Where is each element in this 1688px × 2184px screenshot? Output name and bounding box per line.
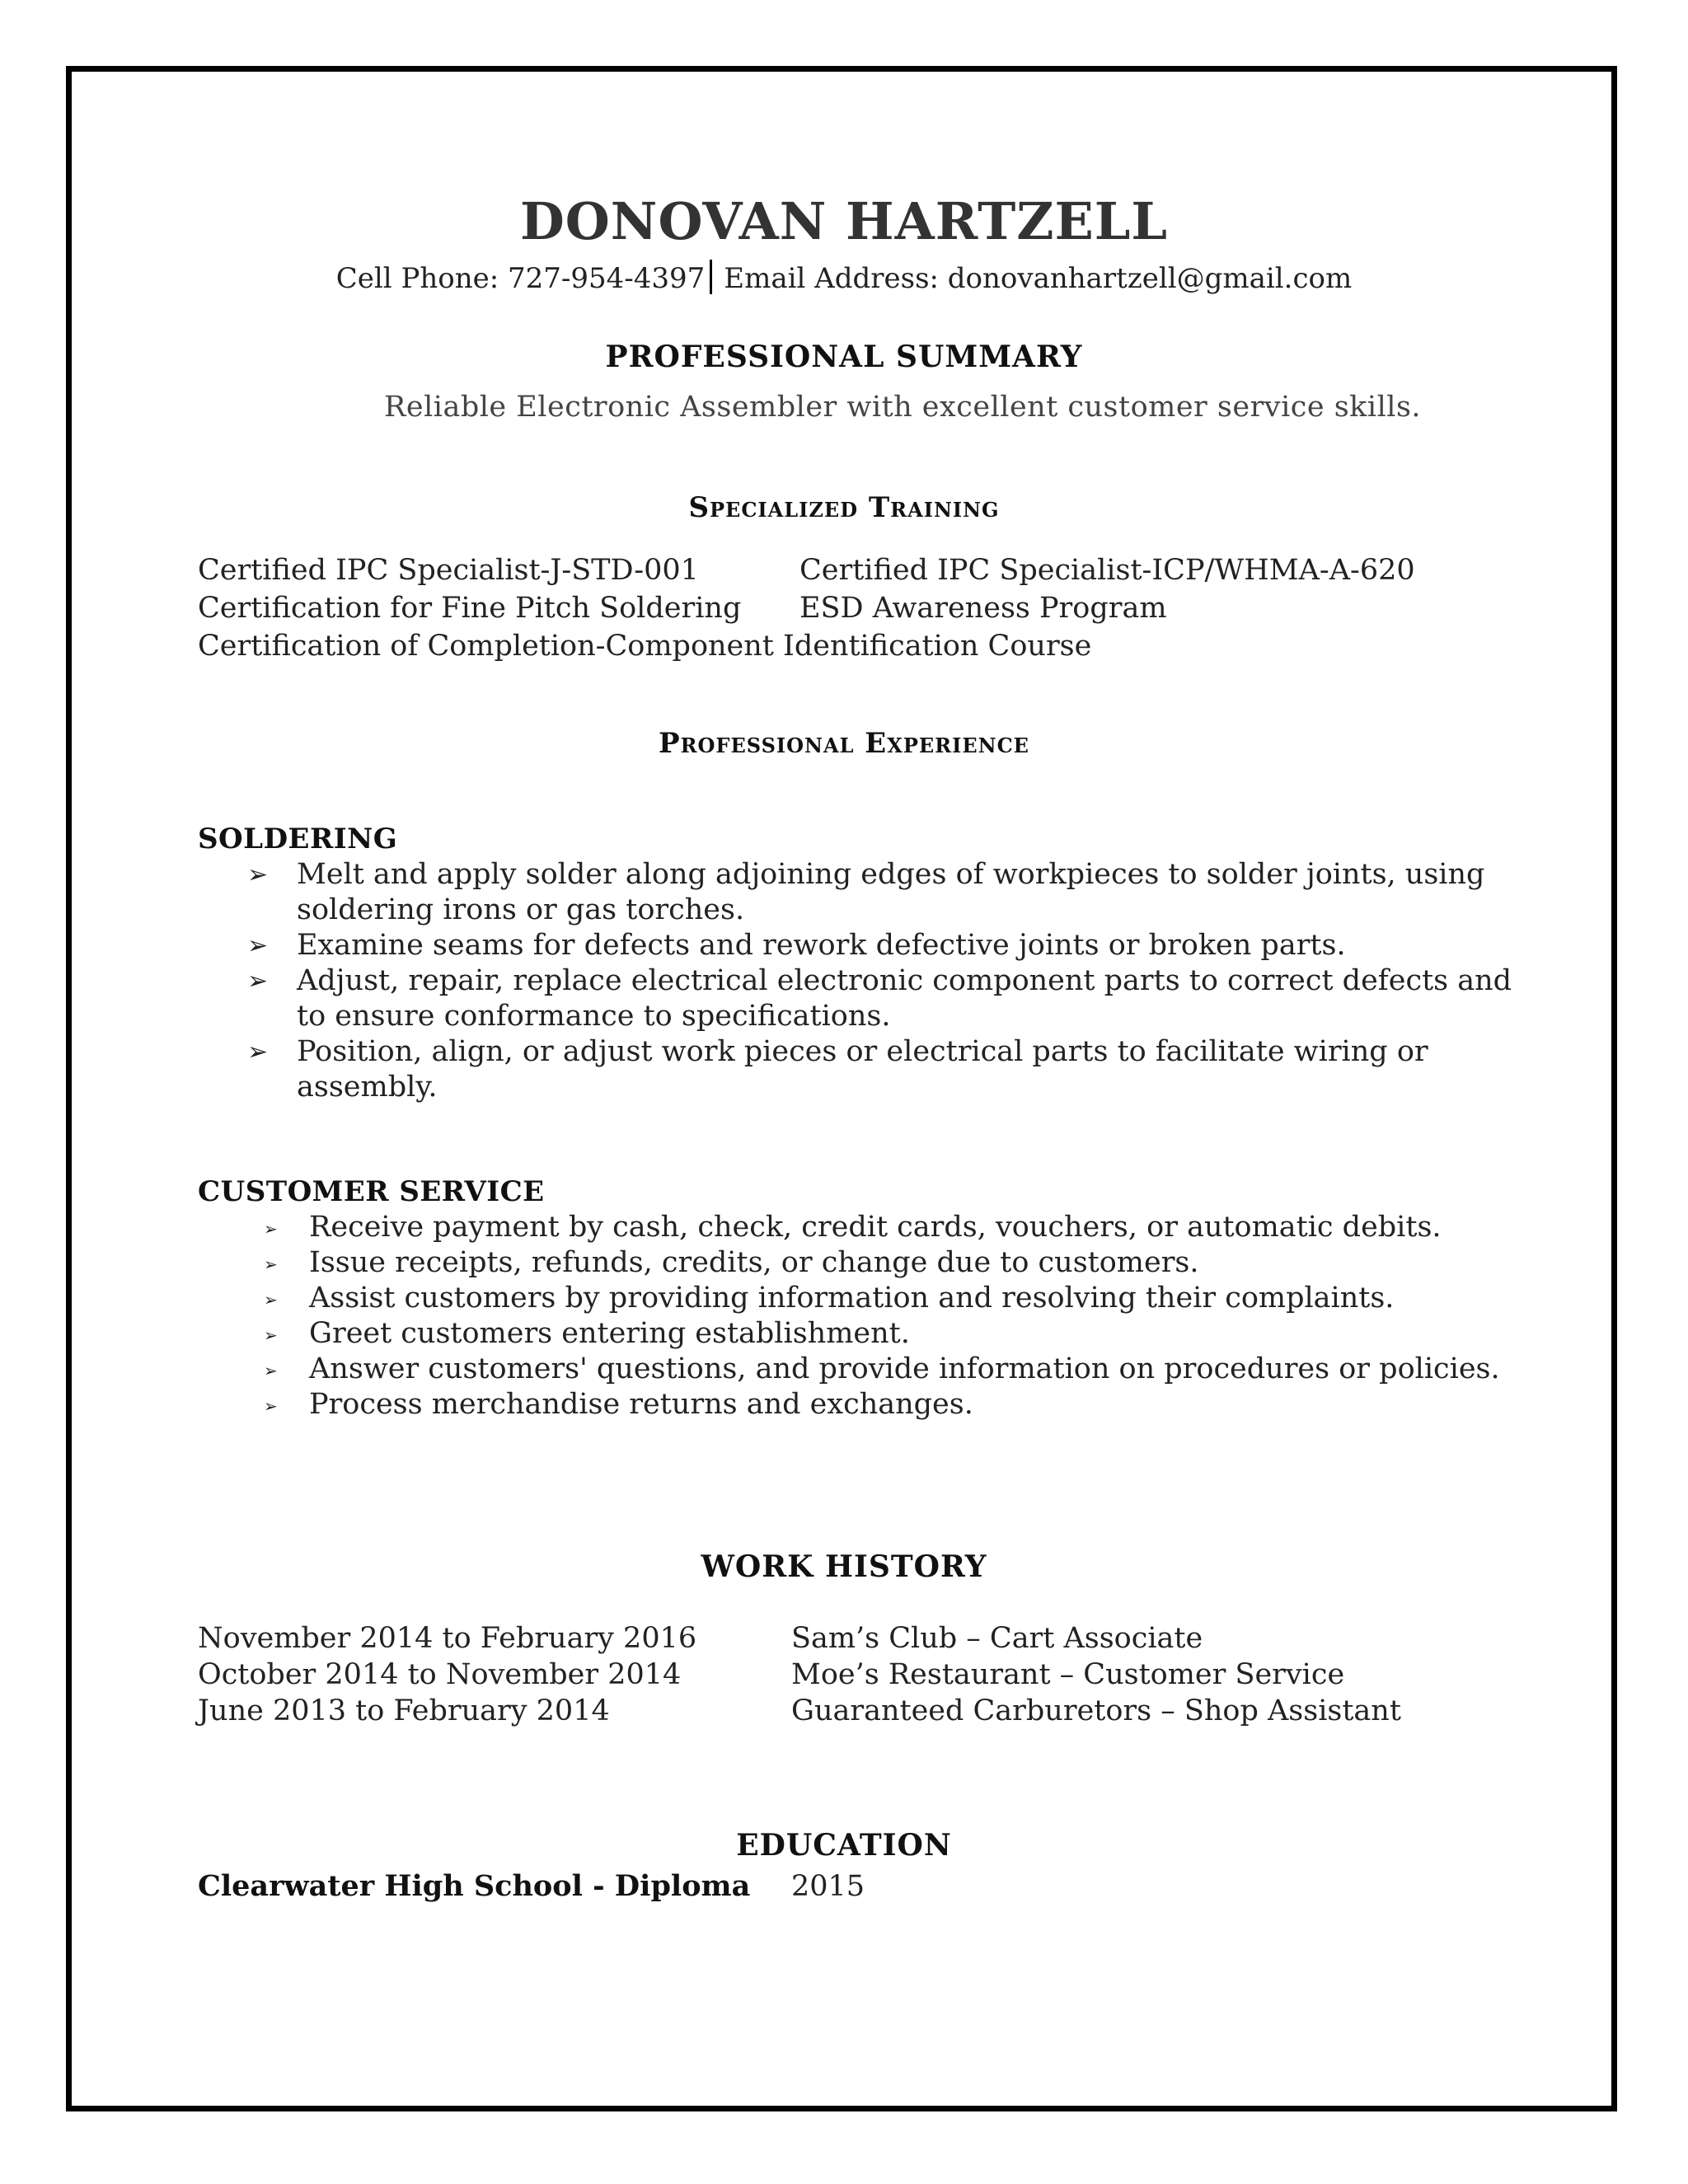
training-item: Certification for Fine Pitch Soldering	[198, 592, 742, 625]
list-item: ➢ Assist customers by providing information and resolving their complaints.	[198, 1281, 1517, 1316]
small-arrow-bullet-icon: ➢	[264, 1290, 278, 1310]
small-arrow-bullet-icon: ➢	[264, 1219, 278, 1239]
experience-title: Professional Experience	[659, 727, 1029, 760]
small-arrow-bullet-icon: ➢	[264, 1396, 278, 1416]
soldering-heading: SOLDERING	[198, 823, 398, 855]
employment-dates: June 2013 to February 2014	[198, 1694, 610, 1727]
training-item: ESD Awareness Program	[799, 592, 1167, 625]
training-item: Certification of Completion-Component Identification Course	[198, 630, 1092, 663]
list-item: ➢ Greet customers entering establishment.	[198, 1316, 1517, 1352]
arrow-bullet-icon: ➢	[247, 931, 269, 960]
work-history-row	[198, 1622, 1401, 1658]
list-item: ➢ Issue receipts, refunds, credits, or change due to customers.	[198, 1245, 1517, 1281]
contact-line	[0, 260, 1688, 295]
customer-service-heading: CUSTOMER SERVICE	[198, 1175, 545, 1208]
list-item: ➢ Melt and apply solder along adjoining edges of workpieces to solder joints, using soldering irons or gas torches.	[247, 858, 1485, 926]
small-arrow-bullet-icon: ➢	[264, 1361, 278, 1380]
employer-position: Moe’s Restaurant – Customer Service	[791, 1658, 1345, 1691]
small-arrow-bullet-icon: ➢	[264, 1254, 278, 1274]
work-history-title: WORK HISTORY	[701, 1549, 987, 1584]
work-history-row	[198, 1694, 1401, 1731]
customer-service-list	[198, 1210, 1517, 1422]
training-row	[198, 630, 1415, 668]
summary-title: PROFESSIONAL SUMMARY	[605, 340, 1083, 374]
arrow-bullet-icon: ➢	[247, 1038, 269, 1066]
list-item: ➢ Receive payment by cash, check, credit cards, vouchers, or automatic debits.	[198, 1210, 1517, 1245]
list-item: ➢ Examine seams for defects and rework defective joints or broken parts.	[247, 929, 1346, 962]
education-title: EDUCATION	[736, 1828, 952, 1863]
email-address: Email Address: donovanhartzell@gmail.com	[724, 262, 1353, 295]
list-item: ➢ Adjust, repair, replace electrical electronic component parts to correct defects and to ensure conformance to specifications.	[247, 964, 1512, 1033]
training-item: Certified IPC Specialist-J-STD-001	[198, 554, 699, 587]
contact-separator	[710, 260, 712, 294]
employer-position: Sam’s Club – Cart Associate	[791, 1622, 1203, 1655]
education-entry	[198, 1869, 865, 1903]
list-item: ➢ Answer customers' questions, and provide information on procedures or policies.	[198, 1352, 1517, 1387]
training-row	[198, 554, 1415, 592]
training-list	[198, 554, 1415, 668]
arrow-bullet-icon: ➢	[247, 860, 269, 889]
small-arrow-bullet-icon: ➢	[264, 1325, 278, 1345]
soldering-list	[198, 857, 1517, 1105]
graduation-year: 2015	[791, 1870, 865, 1903]
employment-dates: October 2014 to November 2014	[198, 1658, 682, 1691]
training-item: Certified IPC Specialist-ICP/WHMA-A-620	[799, 554, 1415, 587]
employment-dates: November 2014 to February 2016	[198, 1622, 697, 1655]
phone-number: Cell Phone: 727-954-4397	[335, 262, 706, 295]
list-item: ➢ Process merchandise returns and exchanges.	[198, 1387, 1517, 1422]
candidate-name: DONOVAN HARTZELL	[520, 191, 1168, 251]
arrow-bullet-icon: ➢	[247, 967, 269, 996]
training-title: Specialized Training	[688, 491, 1000, 524]
training-row	[198, 592, 1415, 630]
summary-text: Reliable Electronic Assembler with excellent customer service skills.	[384, 391, 1422, 424]
school-name: Clearwater High School - Diploma	[198, 1869, 751, 1903]
employer-position: Guaranteed Carburetors – Shop Assistant	[791, 1694, 1401, 1727]
list-item: ➢ Position, align, or adjust work pieces or electrical parts to facilitate wiring or assembly.	[247, 1035, 1428, 1104]
work-history-list	[198, 1622, 1401, 1731]
work-history-row	[198, 1658, 1401, 1694]
